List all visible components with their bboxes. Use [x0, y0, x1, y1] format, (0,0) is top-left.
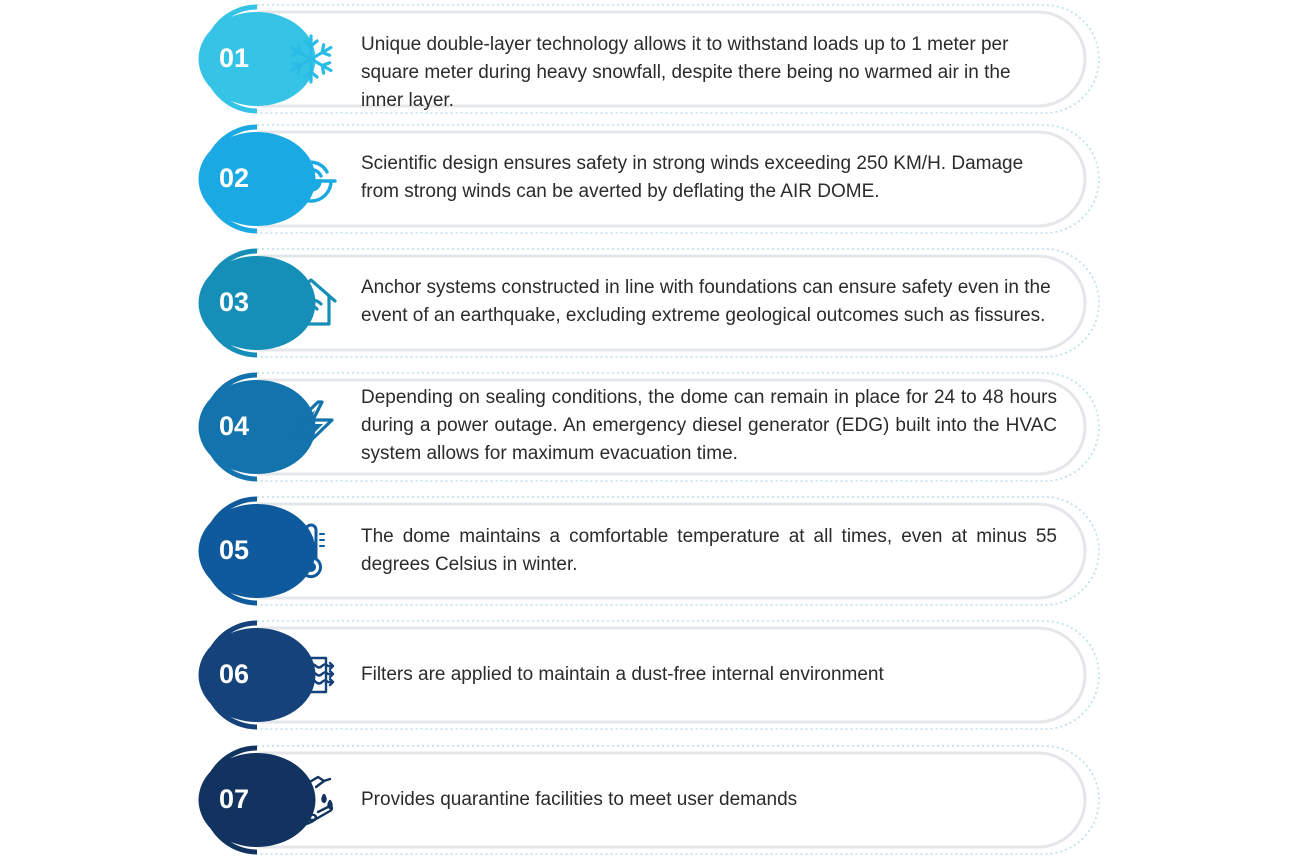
item-text: Anchor systems constructed in line with foundations can ensure safety even in the event of an earthquake, excluding extreme geological outcomes such as fissures. [361, 277, 1051, 326]
item-number: 04 [218, 411, 250, 441]
smart-home-icon [282, 274, 340, 332]
feature-item-03 [200, 246, 1102, 360]
item-number: 02 [218, 163, 250, 193]
feature-item-06 [200, 618, 1102, 732]
snowflake-icon [282, 30, 340, 88]
item-text: The dome maintains a comfortable temperature at all times, even at minus 55 degrees Celsius in winter. [361, 526, 1057, 575]
item-number: 06 [218, 659, 250, 689]
feature-item-02 [200, 122, 1102, 236]
air-filter-icon [282, 646, 340, 704]
item-text: Provides quarantine facilities to meet user demands [361, 789, 798, 810]
item-text: Filters are applied to maintain a dust-free internal environment [361, 664, 884, 685]
feature-item-04 [200, 370, 1102, 484]
wind-shield-icon [282, 150, 340, 208]
feature-item-01 [200, 2, 1102, 116]
item-text: Scientific design ensures safety in strong winds exceeding 250 KM/H. Damage from strong winds can be averted by deflating the AIR DOME. [361, 153, 1024, 202]
item-number: 03 [218, 287, 250, 317]
item-text: Unique double-layer technology allows it to withstand loads up to 1 meter per square meter during heavy snowfall, despite there being no warmed air in the inner layer. [361, 34, 1011, 111]
item-number: 05 [218, 535, 250, 565]
feature-item-05 [200, 494, 1102, 608]
thermometer-icon [282, 522, 340, 580]
hand-sanitizer-icon [282, 771, 340, 829]
lightning-bolt-icon [282, 398, 340, 456]
feature-item-07 [200, 743, 1102, 857]
item-text: Depending on sealing conditions, the dome can remain in place for 24 to 48 hours during a power outage. An emergency diesel generator (EDG) built into the HVAC system allows for maximum evacuation time. [361, 387, 1057, 464]
item-number: 01 [218, 43, 250, 73]
item-number: 07 [218, 784, 250, 814]
